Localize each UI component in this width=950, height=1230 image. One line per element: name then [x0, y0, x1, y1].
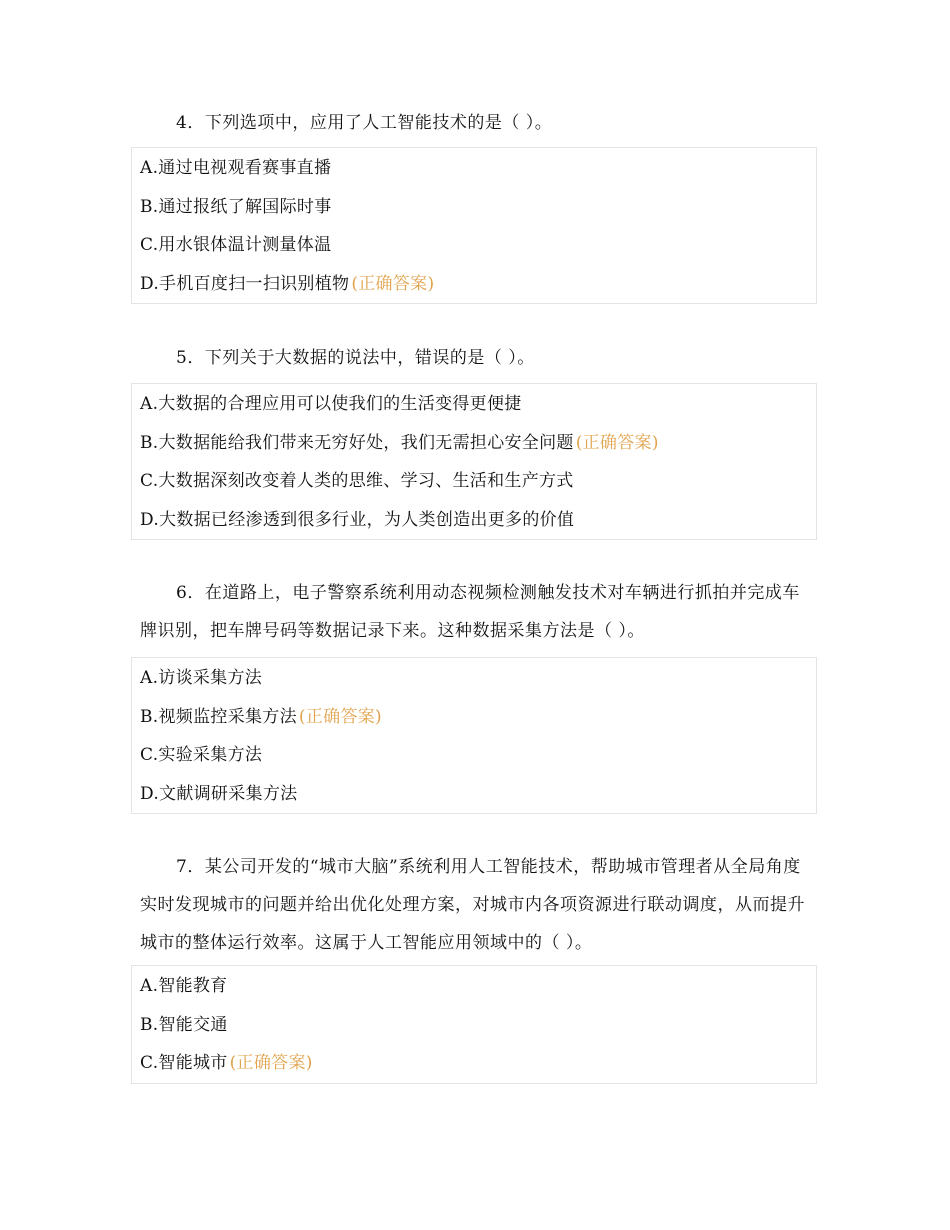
option-item[interactable]	[132, 226, 816, 265]
option-item[interactable]	[132, 462, 816, 501]
question-6-options	[131, 657, 817, 814]
option-text: A.智能教育	[140, 976, 228, 996]
question-7-options	[131, 965, 817, 1084]
option-item[interactable]	[132, 501, 816, 540]
question-6-stem: 6．在道路上，电子警察系统利用动态视频检测触发技术对车辆进行抓拍并完成车牌识别，把车牌号码等数据记录下来。这种数据采集方法是（ ）。	[140, 583, 800, 641]
option-text: A.访谈采集方法	[140, 668, 263, 688]
question-4-stem: 4．下列选项中，应用了人工智能技术的是（ ）。	[176, 113, 553, 133]
option-item[interactable]	[132, 775, 816, 814]
answer-mark: (正确答案)	[351, 273, 435, 294]
question-4-options	[131, 147, 817, 304]
option-item[interactable]	[132, 698, 816, 737]
option-text: B.智能交通	[140, 1014, 228, 1035]
answer-mark: (正确答案)	[229, 1053, 313, 1073]
question-5-stem: 5．下列关于大数据的说法中，错误的是（ ）。	[176, 348, 535, 368]
answer-mark: (正确答案)	[298, 706, 382, 727]
question-5-options	[131, 383, 817, 540]
option-text: C.用水银体温计测量体温	[140, 235, 332, 255]
option-item[interactable]	[132, 967, 816, 1006]
option-item[interactable]	[132, 149, 816, 188]
option-item[interactable]	[132, 188, 816, 227]
option-item[interactable]	[132, 736, 816, 775]
option-item[interactable]	[132, 385, 816, 424]
option-text: C.智能城市	[140, 1053, 228, 1073]
option-item[interactable]	[132, 424, 816, 463]
option-item[interactable]	[132, 265, 816, 304]
answer-mark: (正确答案)	[575, 432, 659, 453]
option-text: B.视频监控采集方法	[140, 706, 297, 727]
option-text: D.文献调研采集方法	[140, 783, 298, 804]
question-7-stem: 7．某公司开发的“城市大脑”系统利用人工智能技术，帮助城市管理者从全局角度实时发现城市的问题并给出优化处理方案，对城市内各项资源进行联动调度，从而提升城市的整体运行效率。这属于人工智能应用领域中的（ ）。	[140, 857, 805, 953]
option-text: B.大数据能给我们带来无穷好处，我们无需担心安全问题	[140, 432, 574, 453]
option-text: A.通过电视观看赛事直播	[140, 158, 332, 178]
option-text: C.实验采集方法	[140, 745, 263, 765]
option-text: B.通过报纸了解国际时事	[140, 196, 332, 217]
option-text: D.大数据已经渗透到很多行业，为人类创造出更多的价值	[140, 509, 575, 530]
option-text: D.手机百度扫一扫识别植物	[140, 273, 350, 294]
option-text: C.大数据深刻改变着人类的思维、学习、生活和生产方式	[140, 471, 574, 491]
option-item[interactable]	[132, 659, 816, 698]
option-item[interactable]	[132, 1044, 816, 1083]
option-item[interactable]	[132, 1006, 816, 1045]
option-text: A.大数据的合理应用可以使我们的生活变得更便捷	[140, 394, 522, 414]
